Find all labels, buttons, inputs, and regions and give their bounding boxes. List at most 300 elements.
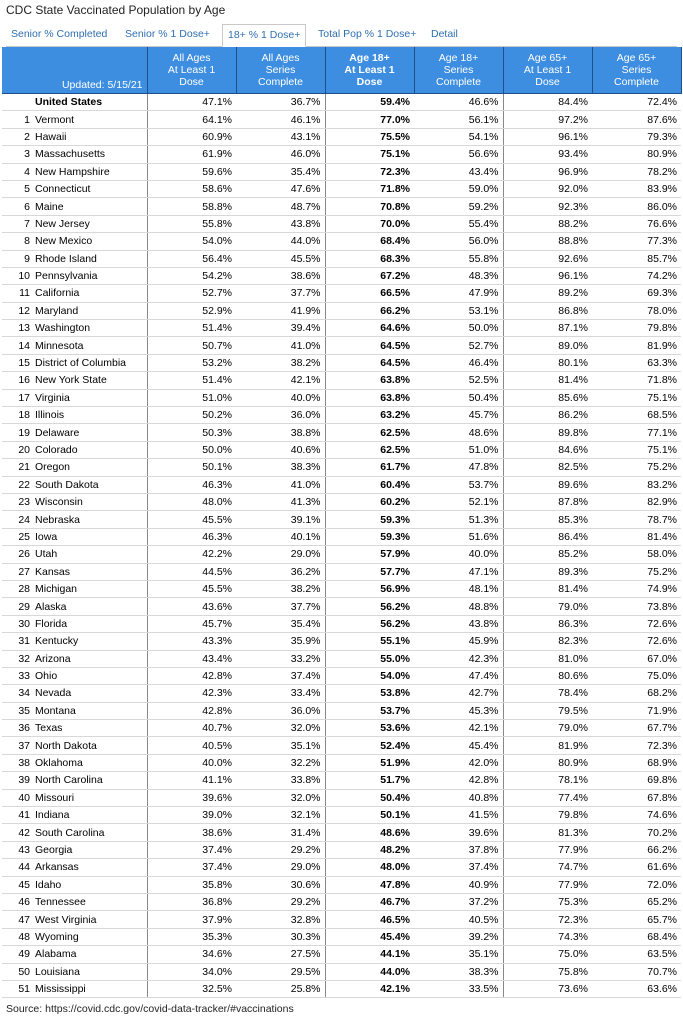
state-name: Nevada: [33, 685, 147, 702]
state-name: Louisiana: [33, 963, 147, 980]
value-cell: 81.9%: [592, 337, 681, 354]
value-cell: 37.4%: [414, 859, 503, 876]
value-cell: 75.8%: [503, 963, 592, 980]
value-cell: 54.2%: [147, 267, 236, 284]
value-cell: 36.0%: [236, 702, 325, 719]
value-cell: 42.2%: [147, 546, 236, 563]
value-cell: 86.3%: [503, 615, 592, 632]
value-cell: 87.6%: [592, 111, 681, 128]
value-cell: 37.4%: [147, 859, 236, 876]
value-cell: 37.7%: [236, 285, 325, 302]
value-cell: 69.3%: [592, 285, 681, 302]
value-cell: 35.3%: [147, 928, 236, 945]
row-number: 3: [2, 146, 33, 163]
table-row: [2, 163, 681, 180]
value-cell: 79.0%: [503, 598, 592, 615]
table-row: [2, 859, 681, 876]
row-number: 28: [2, 580, 33, 597]
value-cell: 40.0%: [414, 546, 503, 563]
value-cell: 53.1%: [414, 302, 503, 319]
vaccination-table: [2, 47, 681, 998]
value-cell: 45.4%: [325, 928, 414, 945]
row-number: 7: [2, 215, 33, 232]
state-name: Wyoming: [33, 928, 147, 945]
table-row: [2, 267, 681, 284]
value-cell: 29.0%: [236, 859, 325, 876]
table-row: [2, 354, 681, 371]
value-cell: 66.2%: [592, 841, 681, 858]
tab-senior-completed[interactable]: Senior % Completed: [11, 28, 108, 40]
row-number: 5: [2, 180, 33, 197]
updated-date: Updated: 5/15/21: [2, 47, 147, 94]
row-number: 30: [2, 615, 33, 632]
state-name: Arkansas: [33, 859, 147, 876]
row-number: 49: [2, 946, 33, 963]
value-cell: 79.8%: [592, 320, 681, 337]
value-cell: 37.7%: [236, 598, 325, 615]
value-cell: 47.8%: [414, 459, 503, 476]
table-row: [2, 233, 681, 250]
value-cell: 50.7%: [147, 337, 236, 354]
value-cell: 39.1%: [236, 511, 325, 528]
value-cell: 74.9%: [592, 580, 681, 597]
value-cell: 40.5%: [147, 737, 236, 754]
table-row: [2, 459, 681, 476]
row-number: 18: [2, 407, 33, 424]
state-name: Washington: [33, 320, 147, 337]
tab-18-plus-1-dose[interactable]: 18+ % 1 Dose+: [222, 24, 306, 47]
tab-detail[interactable]: Detail: [431, 28, 458, 40]
table-row: [2, 424, 681, 441]
table-row: [2, 250, 681, 267]
state-name: Hawaii: [33, 128, 147, 145]
state-name: South Carolina: [33, 824, 147, 841]
value-cell: 56.2%: [325, 598, 414, 615]
value-cell: 56.0%: [414, 233, 503, 250]
state-name: Tennessee: [33, 893, 147, 910]
value-cell: 44.1%: [325, 946, 414, 963]
value-cell: 58.0%: [592, 546, 681, 563]
header-18-plus-complete[interactable]: Age 18+ Series Complete: [414, 47, 503, 94]
header-65-plus-complete[interactable]: Age 65+ Series Complete: [592, 47, 681, 94]
value-cell: 46.6%: [414, 94, 503, 111]
value-cell: 40.6%: [236, 441, 325, 458]
value-cell: 65.7%: [592, 911, 681, 928]
header-all-ages-complete[interactable]: All Ages Series Complete: [236, 47, 325, 94]
table-row: [2, 320, 681, 337]
value-cell: 46.5%: [325, 911, 414, 928]
state-name: Iowa: [33, 528, 147, 545]
value-cell: 39.6%: [414, 824, 503, 841]
row-number: 36: [2, 720, 33, 737]
table-row: [2, 754, 681, 771]
value-cell: 57.9%: [325, 546, 414, 563]
value-cell: 43.3%: [147, 633, 236, 650]
value-cell: 50.4%: [414, 389, 503, 406]
state-name: Oregon: [33, 459, 147, 476]
value-cell: 84.4%: [503, 94, 592, 111]
value-cell: 93.4%: [503, 146, 592, 163]
state-name: North Carolina: [33, 772, 147, 789]
row-number: 37: [2, 737, 33, 754]
value-cell: 70.0%: [325, 215, 414, 232]
value-cell: 48.0%: [147, 493, 236, 510]
value-cell: 45.5%: [147, 580, 236, 597]
value-cell: 59.3%: [325, 528, 414, 545]
table-row: [2, 476, 681, 493]
value-cell: 63.3%: [592, 354, 681, 371]
value-cell: 51.7%: [325, 772, 414, 789]
value-cell: 38.6%: [236, 267, 325, 284]
state-name: Rhode Island: [33, 250, 147, 267]
value-cell: 50.0%: [414, 320, 503, 337]
row-number: 24: [2, 511, 33, 528]
value-cell: 51.0%: [414, 441, 503, 458]
value-cell: 38.3%: [236, 459, 325, 476]
value-cell: 50.0%: [147, 441, 236, 458]
state-name: Oklahoma: [33, 754, 147, 771]
row-number: 14: [2, 337, 33, 354]
value-cell: 54.0%: [325, 667, 414, 684]
state-name: Maine: [33, 198, 147, 215]
state-name: South Dakota: [33, 476, 147, 493]
value-cell: 46.3%: [147, 528, 236, 545]
value-cell: 58.6%: [147, 180, 236, 197]
row-number: 25: [2, 528, 33, 545]
value-cell: 78.4%: [503, 685, 592, 702]
value-cell: 34.6%: [147, 946, 236, 963]
value-cell: 59.2%: [414, 198, 503, 215]
value-cell: 50.2%: [147, 407, 236, 424]
row-number: 41: [2, 807, 33, 824]
table-row: [2, 893, 681, 910]
value-cell: 60.9%: [147, 128, 236, 145]
value-cell: 27.5%: [236, 946, 325, 963]
value-cell: 77.3%: [592, 233, 681, 250]
value-cell: 40.1%: [236, 528, 325, 545]
row-number: 9: [2, 250, 33, 267]
row-number: 33: [2, 667, 33, 684]
state-name: Delaware: [33, 424, 147, 441]
value-cell: 52.5%: [414, 372, 503, 389]
state-name: Illinois: [33, 407, 147, 424]
table-row: [2, 980, 681, 997]
row-number: 38: [2, 754, 33, 771]
row-number: 22: [2, 476, 33, 493]
header-18-plus-1-dose[interactable]: Age 18+ At Least 1 Dose: [325, 47, 414, 94]
value-cell: 54.0%: [147, 233, 236, 250]
state-name: Colorado: [33, 441, 147, 458]
value-cell: 46.0%: [236, 146, 325, 163]
row-number: 34: [2, 685, 33, 702]
state-name: Connecticut: [33, 180, 147, 197]
tab-senior-1-dose[interactable]: Senior % 1 Dose+: [125, 28, 210, 40]
row-number: 45: [2, 876, 33, 893]
value-cell: 68.3%: [325, 250, 414, 267]
value-cell: 46.3%: [147, 476, 236, 493]
value-cell: 79.3%: [592, 128, 681, 145]
value-cell: 80.9%: [592, 146, 681, 163]
table-row: [2, 702, 681, 719]
value-cell: 89.0%: [503, 337, 592, 354]
value-cell: 65.2%: [592, 893, 681, 910]
value-cell: 55.8%: [414, 250, 503, 267]
source-note: Source: https://covid.cdc.gov/covid-data-tracker/#vaccinations: [6, 1003, 294, 1015]
value-cell: 82.3%: [503, 633, 592, 650]
value-cell: 59.4%: [325, 94, 414, 111]
value-cell: 32.5%: [147, 980, 236, 997]
table-row: [2, 337, 681, 354]
value-cell: 32.0%: [236, 789, 325, 806]
row-number: 10: [2, 267, 33, 284]
tab-total-pop-1-dose[interactable]: Total Pop % 1 Dose+: [318, 28, 417, 40]
value-cell: 45.5%: [147, 511, 236, 528]
state-name: Utah: [33, 546, 147, 563]
row-number: 40: [2, 789, 33, 806]
value-cell: 63.8%: [325, 372, 414, 389]
value-cell: 92.6%: [503, 250, 592, 267]
row-number: 12: [2, 302, 33, 319]
value-cell: 97.2%: [503, 111, 592, 128]
table-row: [2, 389, 681, 406]
value-cell: 86.8%: [503, 302, 592, 319]
value-cell: 71.8%: [592, 372, 681, 389]
value-cell: 39.6%: [147, 789, 236, 806]
value-cell: 33.5%: [414, 980, 503, 997]
value-cell: 77.9%: [503, 841, 592, 858]
value-cell: 61.9%: [147, 146, 236, 163]
table-row: [2, 546, 681, 563]
value-cell: 36.8%: [147, 893, 236, 910]
value-cell: 53.7%: [325, 702, 414, 719]
value-cell: 60.4%: [325, 476, 414, 493]
value-cell: 96.1%: [503, 128, 592, 145]
value-cell: 56.4%: [147, 250, 236, 267]
tab-bar: [6, 24, 677, 47]
state-name: District of Columbia: [33, 354, 147, 371]
table-row: [2, 146, 681, 163]
value-cell: 63.5%: [592, 946, 681, 963]
value-cell: 32.8%: [236, 911, 325, 928]
row-number: 48: [2, 928, 33, 945]
state-name: Massachusetts: [33, 146, 147, 163]
value-cell: 48.1%: [414, 580, 503, 597]
value-cell: 81.3%: [503, 824, 592, 841]
value-cell: 55.8%: [147, 215, 236, 232]
page-title: CDC State Vaccinated Population by Age: [6, 3, 226, 17]
value-cell: 55.1%: [325, 633, 414, 650]
value-cell: 35.8%: [147, 876, 236, 893]
value-cell: 82.5%: [503, 459, 592, 476]
value-cell: 44.0%: [236, 233, 325, 250]
value-cell: 84.6%: [503, 441, 592, 458]
value-cell: 89.6%: [503, 476, 592, 493]
row-number: 6: [2, 198, 33, 215]
value-cell: 59.3%: [325, 511, 414, 528]
state-name: Idaho: [33, 876, 147, 893]
value-cell: 79.8%: [503, 807, 592, 824]
state-name: Pennsylvania: [33, 267, 147, 284]
value-cell: 89.8%: [503, 424, 592, 441]
value-cell: 75.5%: [325, 128, 414, 145]
value-cell: 40.5%: [414, 911, 503, 928]
value-cell: 75.3%: [503, 893, 592, 910]
value-cell: 48.3%: [414, 267, 503, 284]
table-row: [2, 633, 681, 650]
value-cell: 41.9%: [236, 302, 325, 319]
value-cell: 72.3%: [592, 737, 681, 754]
value-cell: 42.8%: [414, 772, 503, 789]
header-65-plus-1-dose[interactable]: Age 65+ At Least 1 Dose: [503, 47, 592, 94]
value-cell: 86.4%: [503, 528, 592, 545]
value-cell: 46.7%: [325, 893, 414, 910]
value-cell: 48.6%: [325, 824, 414, 841]
state-name: Montana: [33, 702, 147, 719]
row-number: 35: [2, 702, 33, 719]
state-name: New Mexico: [33, 233, 147, 250]
value-cell: 72.3%: [503, 911, 592, 928]
state-name: Vermont: [33, 111, 147, 128]
value-cell: 74.6%: [592, 807, 681, 824]
value-cell: 70.8%: [325, 198, 414, 215]
table-row: [2, 128, 681, 145]
row-number: 27: [2, 563, 33, 580]
value-cell: 42.8%: [147, 667, 236, 684]
value-cell: 29.0%: [236, 546, 325, 563]
row-number: 31: [2, 633, 33, 650]
value-cell: 41.0%: [236, 476, 325, 493]
value-cell: 42.3%: [414, 650, 503, 667]
value-cell: 77.1%: [592, 424, 681, 441]
value-cell: 53.2%: [147, 354, 236, 371]
value-cell: 70.7%: [592, 963, 681, 980]
row-number: 29: [2, 598, 33, 615]
value-cell: 89.3%: [503, 563, 592, 580]
value-cell: 73.6%: [503, 980, 592, 997]
value-cell: 47.1%: [414, 563, 503, 580]
table-row: [2, 285, 681, 302]
table-row: [2, 493, 681, 510]
value-cell: 45.5%: [236, 250, 325, 267]
value-cell: 32.0%: [236, 720, 325, 737]
value-cell: 56.9%: [325, 580, 414, 597]
row-number: 19: [2, 424, 33, 441]
state-name: Kansas: [33, 563, 147, 580]
value-cell: 57.7%: [325, 563, 414, 580]
value-cell: 67.2%: [325, 267, 414, 284]
value-cell: 80.6%: [503, 667, 592, 684]
row-number: 43: [2, 841, 33, 858]
value-cell: 77.0%: [325, 111, 414, 128]
value-cell: 79.5%: [503, 702, 592, 719]
row-number: 17: [2, 389, 33, 406]
table-row: [2, 876, 681, 893]
value-cell: 78.2%: [592, 163, 681, 180]
value-cell: 36.2%: [236, 563, 325, 580]
state-name: Maryland: [33, 302, 147, 319]
state-name: Texas: [33, 720, 147, 737]
table-row: [2, 720, 681, 737]
value-cell: 52.4%: [325, 737, 414, 754]
value-cell: 43.1%: [236, 128, 325, 145]
table-row: [2, 180, 681, 197]
value-cell: 46.1%: [236, 111, 325, 128]
value-cell: 45.7%: [414, 407, 503, 424]
table-row: [2, 789, 681, 806]
us-total-row: [2, 94, 681, 111]
value-cell: 64.1%: [147, 111, 236, 128]
value-cell: 68.4%: [325, 233, 414, 250]
state-name: Wisconsin: [33, 493, 147, 510]
value-cell: 35.9%: [236, 633, 325, 650]
state-name: Georgia: [33, 841, 147, 858]
value-cell: 70.2%: [592, 824, 681, 841]
value-cell: 61.7%: [325, 459, 414, 476]
value-cell: 77.4%: [503, 789, 592, 806]
value-cell: 58.8%: [147, 198, 236, 215]
row-number: 15: [2, 354, 33, 371]
row-number: 11: [2, 285, 33, 302]
value-cell: 30.6%: [236, 876, 325, 893]
table-row: [2, 372, 681, 389]
state-name: Mississippi: [33, 980, 147, 997]
value-cell: 35.1%: [414, 946, 503, 963]
value-cell: 48.6%: [414, 424, 503, 441]
value-cell: 39.2%: [414, 928, 503, 945]
state-name: Arizona: [33, 650, 147, 667]
row-number: 16: [2, 372, 33, 389]
value-cell: 85.7%: [592, 250, 681, 267]
row-number: 32: [2, 650, 33, 667]
value-cell: 88.8%: [503, 233, 592, 250]
table-row: [2, 563, 681, 580]
value-cell: 69.8%: [592, 772, 681, 789]
row-number: 44: [2, 859, 33, 876]
value-cell: 39.0%: [147, 807, 236, 824]
state-name: Florida: [33, 615, 147, 632]
value-cell: 60.2%: [325, 493, 414, 510]
header-all-ages-1-dose[interactable]: All Ages At Least 1 Dose: [147, 47, 236, 94]
state-name: West Virginia: [33, 911, 147, 928]
state-name: Alaska: [33, 598, 147, 615]
state-name: New Hampshire: [33, 163, 147, 180]
value-cell: 38.2%: [236, 580, 325, 597]
table-row: [2, 598, 681, 615]
value-cell: 36.7%: [236, 94, 325, 111]
value-cell: 92.3%: [503, 198, 592, 215]
row-number: [2, 94, 33, 111]
table-row: [2, 615, 681, 632]
table-row: [2, 807, 681, 824]
state-name: North Dakota: [33, 737, 147, 754]
value-cell: 42.0%: [414, 754, 503, 771]
value-cell: 48.2%: [325, 841, 414, 858]
value-cell: 75.2%: [592, 563, 681, 580]
value-cell: 71.9%: [592, 702, 681, 719]
value-cell: 85.2%: [503, 546, 592, 563]
value-cell: 42.1%: [236, 372, 325, 389]
table-row: [2, 407, 681, 424]
table-row: [2, 824, 681, 841]
value-cell: 74.3%: [503, 928, 592, 945]
value-cell: 81.4%: [503, 372, 592, 389]
value-cell: 36.0%: [236, 407, 325, 424]
value-cell: 86.2%: [503, 407, 592, 424]
value-cell: 37.9%: [147, 911, 236, 928]
value-cell: 51.4%: [147, 372, 236, 389]
value-cell: 47.8%: [325, 876, 414, 893]
value-cell: 45.3%: [414, 702, 503, 719]
